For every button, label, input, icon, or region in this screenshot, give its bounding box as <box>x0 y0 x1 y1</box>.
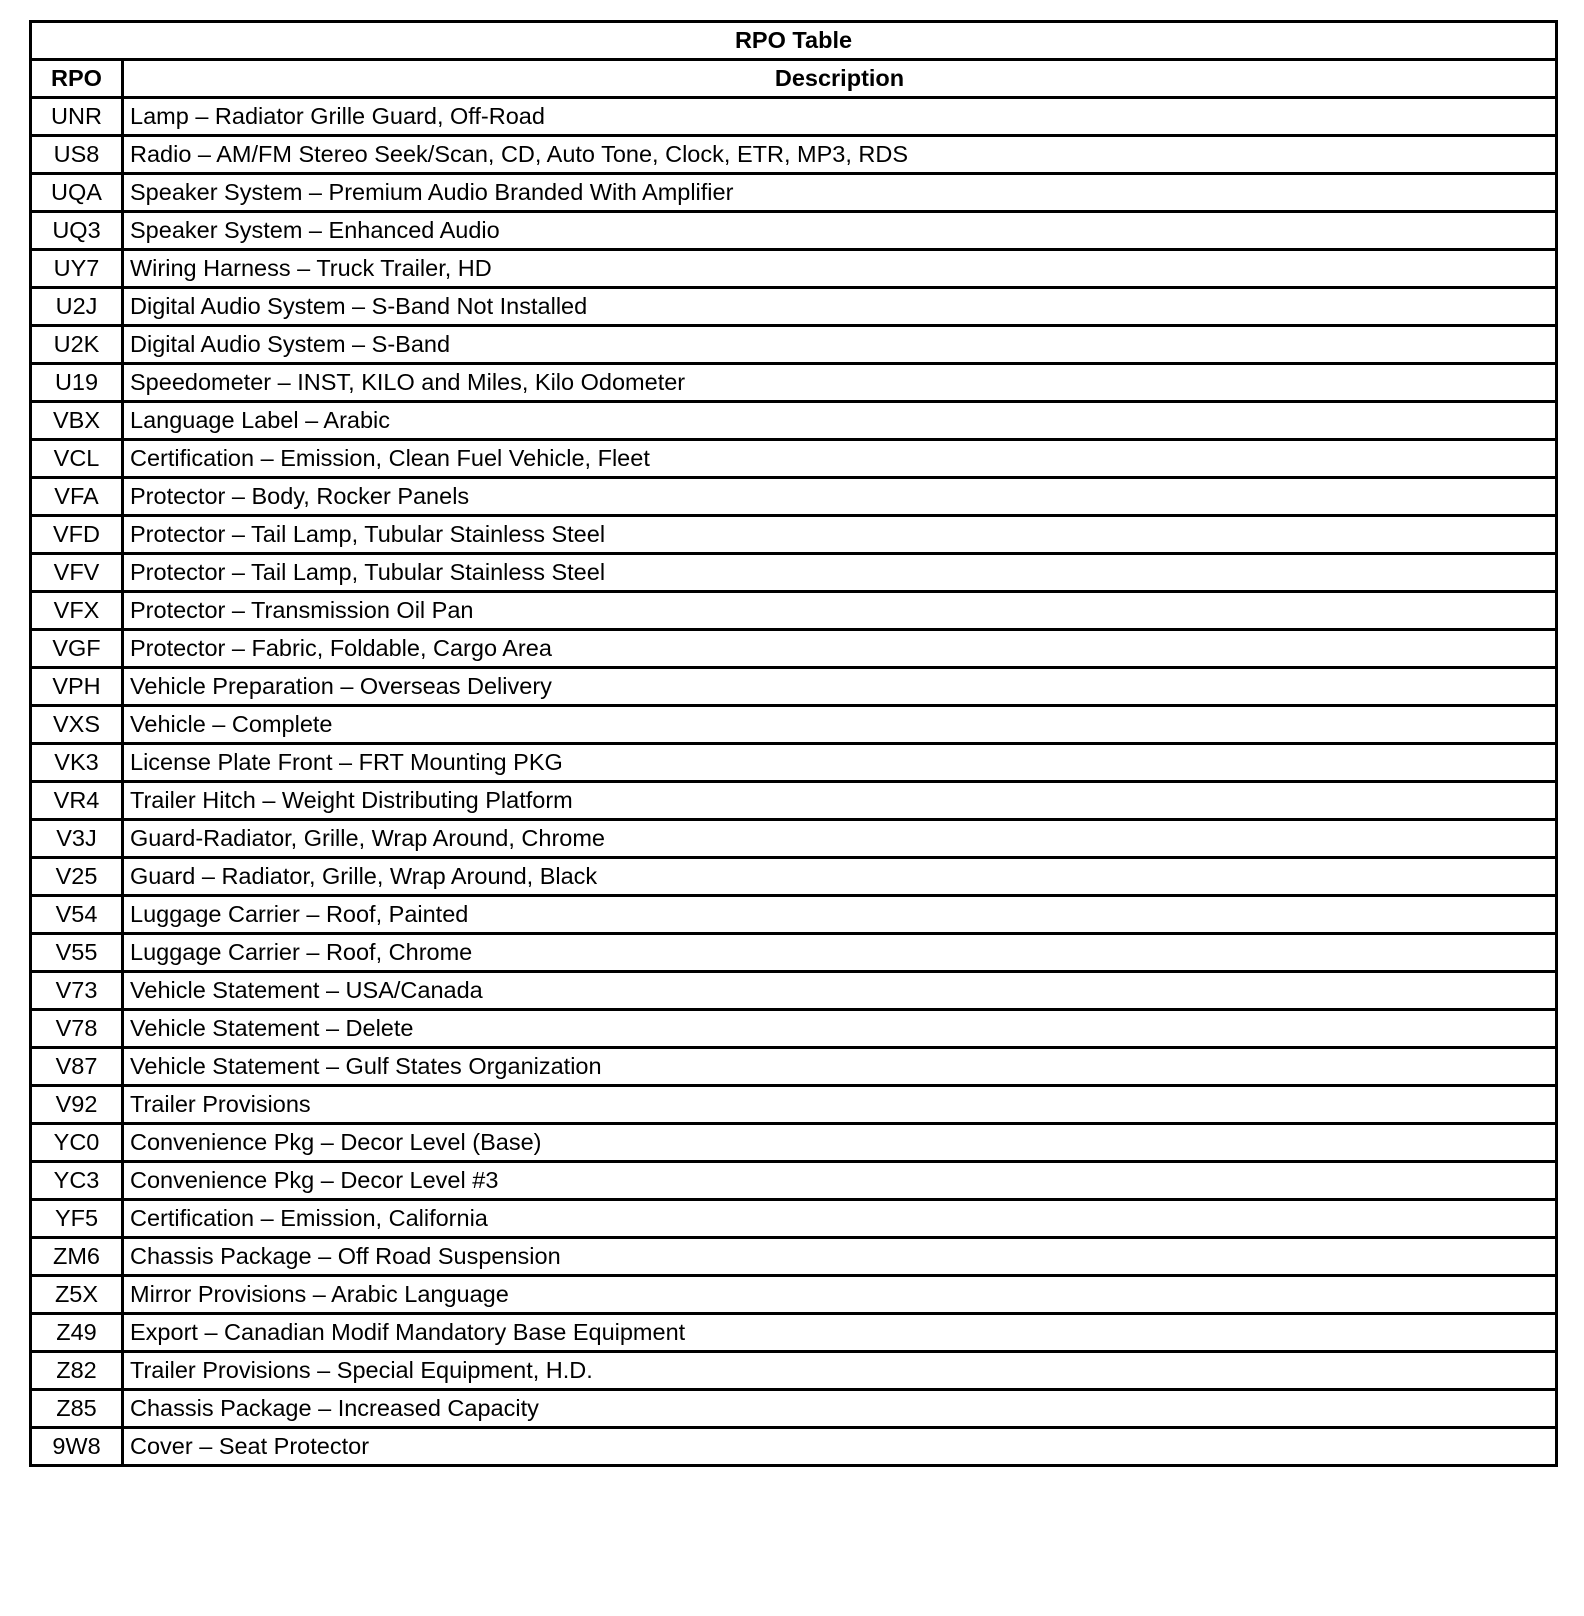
table-row <box>31 174 1557 212</box>
rpo-table <box>29 20 1558 1467</box>
rpo-code-cell: VFV <box>31 554 123 592</box>
description-cell: Vehicle Statement – Delete <box>123 1010 1557 1048</box>
description-cell: Guard – Radiator, Grille, Wrap Around, Black <box>123 858 1557 896</box>
description-cell: Trailer Provisions – Special Equipment, H.D. <box>123 1352 1557 1390</box>
rpo-code-cell: UNR <box>31 98 123 136</box>
rpo-code-cell: V87 <box>31 1048 123 1086</box>
table-row <box>31 288 1557 326</box>
description-cell: Vehicle Preparation – Overseas Delivery <box>123 668 1557 706</box>
table-row <box>31 706 1557 744</box>
table-row <box>31 972 1557 1010</box>
rpo-code-cell: YC3 <box>31 1162 123 1200</box>
description-cell: Convenience Pkg – Decor Level #3 <box>123 1162 1557 1200</box>
description-cell: Digital Audio System – S-Band <box>123 326 1557 364</box>
rpo-code-cell: U19 <box>31 364 123 402</box>
rpo-code-cell: V55 <box>31 934 123 972</box>
table-row <box>31 478 1557 516</box>
description-cell: Radio – AM/FM Stereo Seek/Scan, CD, Auto Tone, Clock, ETR, MP3, RDS <box>123 136 1557 174</box>
rpo-code-cell: U2K <box>31 326 123 364</box>
table-title-row <box>31 22 1557 60</box>
column-header-rpo: RPO <box>31 60 123 98</box>
table-row <box>31 98 1557 136</box>
table-row <box>31 934 1557 972</box>
rpo-code-cell: V25 <box>31 858 123 896</box>
table-row <box>31 668 1557 706</box>
table-row <box>31 820 1557 858</box>
rpo-code-cell: ZM6 <box>31 1238 123 1276</box>
rpo-code-cell: VXS <box>31 706 123 744</box>
rpo-code-cell: VFA <box>31 478 123 516</box>
description-cell: Certification – Emission, Clean Fuel Vehicle, Fleet <box>123 440 1557 478</box>
description-cell: Vehicle – Complete <box>123 706 1557 744</box>
rpo-code-cell: Z5X <box>31 1276 123 1314</box>
description-cell: Lamp – Radiator Grille Guard, Off-Road <box>123 98 1557 136</box>
rpo-code-cell: V73 <box>31 972 123 1010</box>
rpo-code-cell: VPH <box>31 668 123 706</box>
description-cell: Luggage Carrier – Roof, Painted <box>123 896 1557 934</box>
description-cell: Luggage Carrier – Roof, Chrome <box>123 934 1557 972</box>
table-row <box>31 516 1557 554</box>
description-cell: Export – Canadian Modif Mandatory Base Equipment <box>123 1314 1557 1352</box>
rpo-code-cell: VBX <box>31 402 123 440</box>
rpo-code-cell: VK3 <box>31 744 123 782</box>
rpo-code-cell: V92 <box>31 1086 123 1124</box>
description-cell: Chassis Package – Off Road Suspension <box>123 1238 1557 1276</box>
rpo-code-cell: VGF <box>31 630 123 668</box>
description-cell: Certification – Emission, California <box>123 1200 1557 1238</box>
table-row <box>31 1276 1557 1314</box>
table-body <box>31 98 1557 1466</box>
description-cell: Speaker System – Enhanced Audio <box>123 212 1557 250</box>
description-cell: Cover – Seat Protector <box>123 1428 1557 1466</box>
description-cell: Speaker System – Premium Audio Branded With Amplifier <box>123 174 1557 212</box>
rpo-code-cell: YC0 <box>31 1124 123 1162</box>
table-row <box>31 402 1557 440</box>
description-cell: Protector – Transmission Oil Pan <box>123 592 1557 630</box>
description-cell: License Plate Front – FRT Mounting PKG <box>123 744 1557 782</box>
table-row <box>31 1086 1557 1124</box>
table-row <box>31 212 1557 250</box>
table-row <box>31 1314 1557 1352</box>
table-row <box>31 630 1557 668</box>
rpo-code-cell: V54 <box>31 896 123 934</box>
description-cell: Chassis Package – Increased Capacity <box>123 1390 1557 1428</box>
table-row <box>31 250 1557 288</box>
table-row <box>31 592 1557 630</box>
table-header-row <box>31 60 1557 98</box>
rpo-code-cell: UQ3 <box>31 212 123 250</box>
table-row <box>31 782 1557 820</box>
rpo-code-cell: VCL <box>31 440 123 478</box>
description-cell: Vehicle Statement – Gulf States Organization <box>123 1048 1557 1086</box>
description-cell: Digital Audio System – S-Band Not Installed <box>123 288 1557 326</box>
table-row <box>31 1238 1557 1276</box>
table-row <box>31 744 1557 782</box>
table-row <box>31 1390 1557 1428</box>
rpo-code-cell: VFD <box>31 516 123 554</box>
rpo-code-cell: YF5 <box>31 1200 123 1238</box>
table-row <box>31 1010 1557 1048</box>
table-row <box>31 1352 1557 1390</box>
table-title: RPO Table <box>31 22 1557 60</box>
description-cell: Guard-Radiator, Grille, Wrap Around, Chrome <box>123 820 1557 858</box>
description-cell: Convenience Pkg – Decor Level (Base) <box>123 1124 1557 1162</box>
description-cell: Trailer Hitch – Weight Distributing Platform <box>123 782 1557 820</box>
table-row <box>31 440 1557 478</box>
rpo-code-cell: 9W8 <box>31 1428 123 1466</box>
rpo-code-cell: US8 <box>31 136 123 174</box>
table-row <box>31 858 1557 896</box>
rpo-code-cell: VR4 <box>31 782 123 820</box>
rpo-code-cell: Z49 <box>31 1314 123 1352</box>
table-row <box>31 326 1557 364</box>
rpo-code-cell: Z85 <box>31 1390 123 1428</box>
table-row <box>31 1048 1557 1086</box>
rpo-code-cell: V3J <box>31 820 123 858</box>
table-row <box>31 554 1557 592</box>
table-row <box>31 136 1557 174</box>
description-cell: Language Label – Arabic <box>123 402 1557 440</box>
table-row <box>31 364 1557 402</box>
description-cell: Wiring Harness – Truck Trailer, HD <box>123 250 1557 288</box>
table-row <box>31 1124 1557 1162</box>
description-cell: Trailer Provisions <box>123 1086 1557 1124</box>
rpo-code-cell: V78 <box>31 1010 123 1048</box>
table-row <box>31 1200 1557 1238</box>
description-cell: Vehicle Statement – USA/Canada <box>123 972 1557 1010</box>
table-row <box>31 896 1557 934</box>
table-row <box>31 1428 1557 1466</box>
rpo-code-cell: VFX <box>31 592 123 630</box>
description-cell: Protector – Fabric, Foldable, Cargo Area <box>123 630 1557 668</box>
table-row <box>31 1162 1557 1200</box>
rpo-code-cell: UQA <box>31 174 123 212</box>
description-cell: Mirror Provisions – Arabic Language <box>123 1276 1557 1314</box>
description-cell: Protector – Tail Lamp, Tubular Stainless Steel <box>123 516 1557 554</box>
rpo-code-cell: Z82 <box>31 1352 123 1390</box>
description-cell: Protector – Tail Lamp, Tubular Stainless Steel <box>123 554 1557 592</box>
description-cell: Speedometer – INST, KILO and Miles, Kilo Odometer <box>123 364 1557 402</box>
column-header-description: Description <box>123 60 1557 98</box>
rpo-code-cell: U2J <box>31 288 123 326</box>
rpo-code-cell: UY7 <box>31 250 123 288</box>
description-cell: Protector – Body, Rocker Panels <box>123 478 1557 516</box>
